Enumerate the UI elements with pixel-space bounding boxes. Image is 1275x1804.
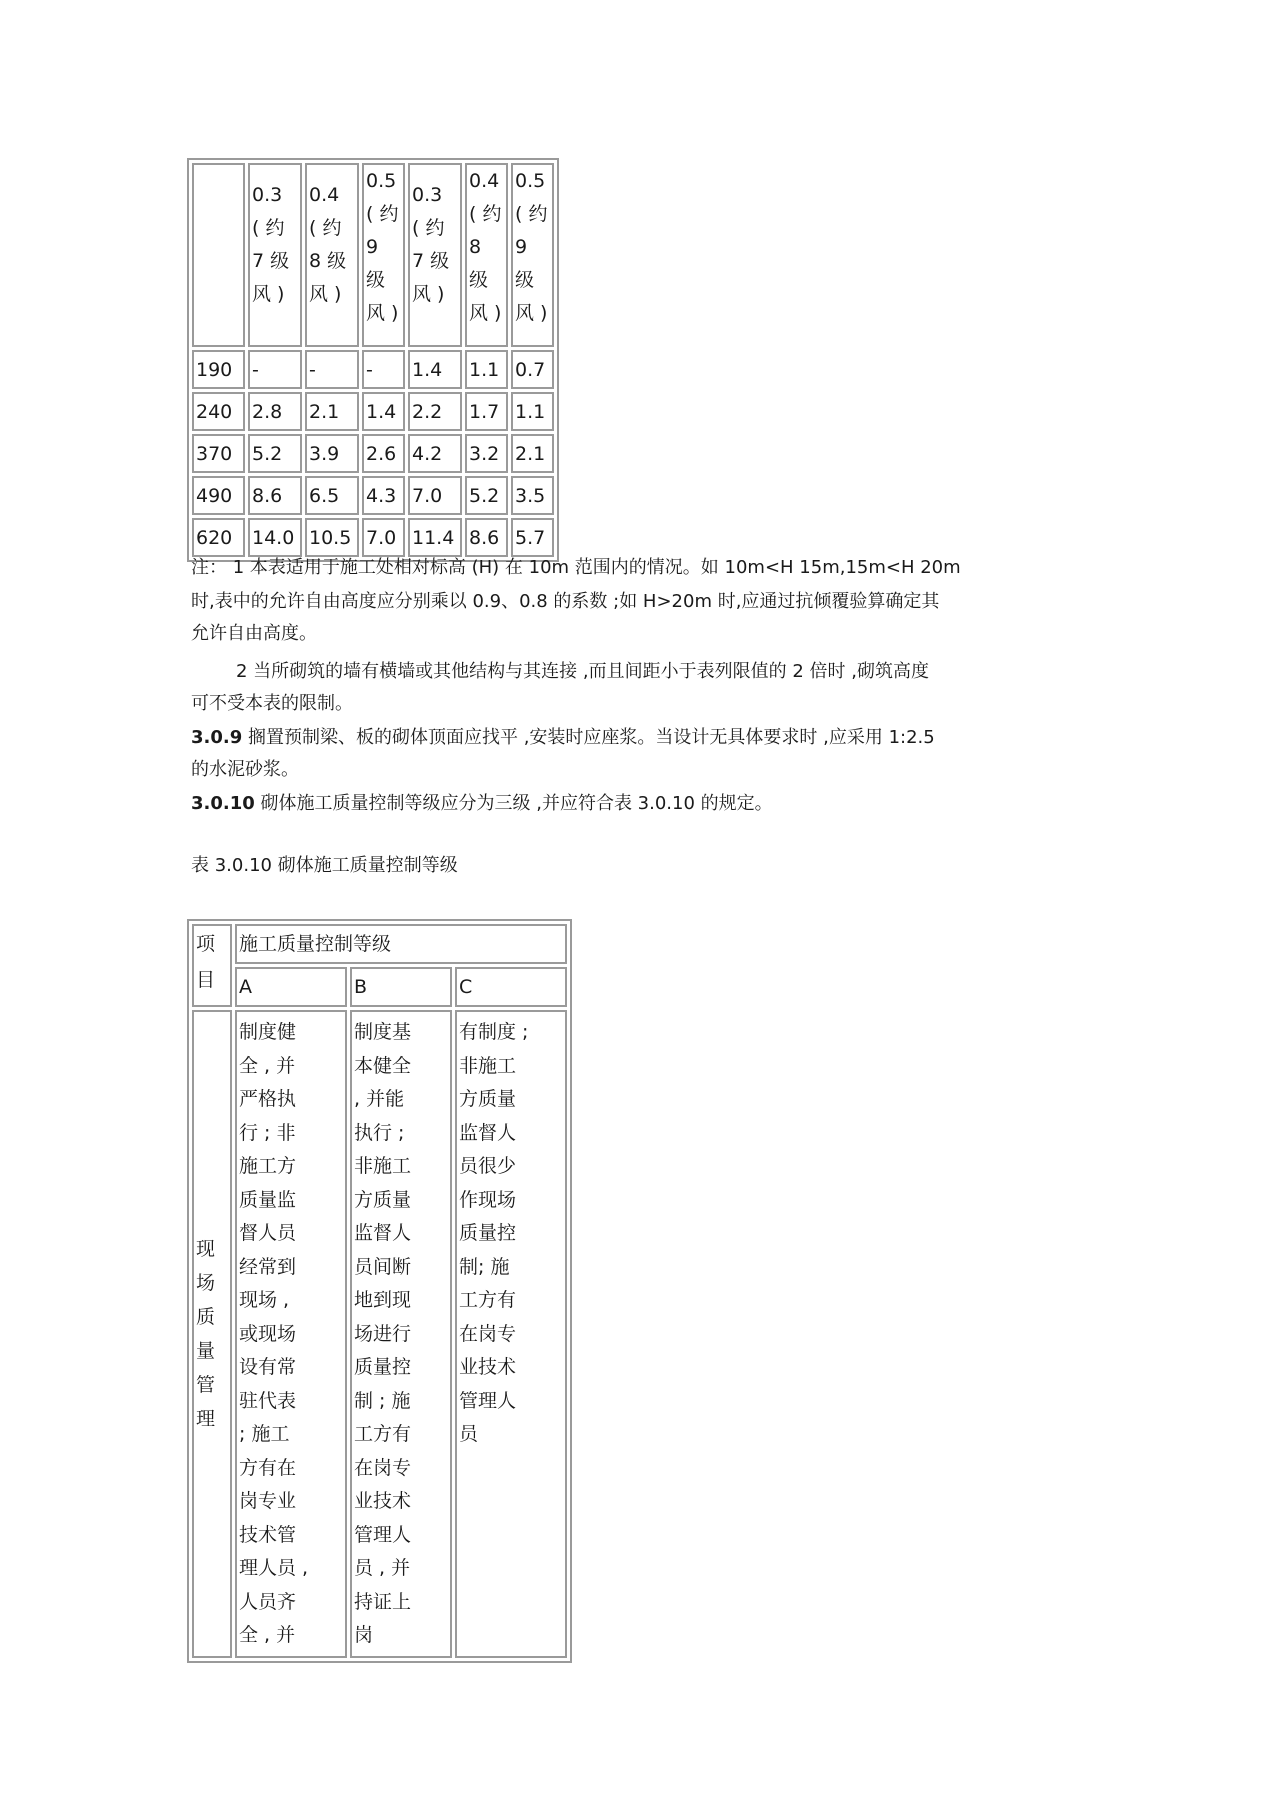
table-cell: - (362, 350, 405, 389)
table-cell: 14.0 (248, 518, 302, 557)
header-cell: 0.3 ( 约 7 级 风 ) (248, 163, 302, 347)
level-header-row (192, 967, 567, 1007)
table-header-row (192, 163, 554, 347)
allowable-height-table (187, 158, 559, 562)
table-cell: 2.1 (305, 392, 359, 431)
table-cell: 1.4 (408, 350, 462, 389)
table-cell: 2.8 (248, 392, 302, 431)
table-cell: 3.5 (511, 476, 554, 515)
table-cell: 7.0 (362, 518, 405, 557)
clause-text: 搁置预制梁、板的砌体顶面应找平 ,安装时应座浆。当设计无具体要求时 ,应采用 1:2.5 (247, 727, 935, 748)
table-cell: 1.4 (362, 392, 405, 431)
table-row (192, 434, 554, 473)
row-label: 490 (192, 476, 245, 515)
note-1-line-3: 允许自由高度。 (191, 623, 317, 644)
table-title-row (192, 924, 567, 964)
table-cell: 1.1 (511, 392, 554, 431)
level-b-cell: 制度基 本健全 , 并能 执行 ; 非施工 方质量 监督人 员间断 地到现 场进行 质量控 制 ; 施 工方有 在岗专 业技术 管理人 员 , 并 持证上 岗 (350, 1010, 452, 1658)
table-cell: 8.6 (248, 476, 302, 515)
header-cell: 0.4 ( 约 8 级 风 ) (305, 163, 359, 347)
header-cell: 0.5 ( 约 9 级 风 ) (511, 163, 554, 347)
header-cell: 0.3 ( 约 7 级 风 ) (408, 163, 462, 347)
clause-number: 3.0.9 (191, 727, 243, 748)
table-cell: 1.7 (465, 392, 508, 431)
clause-3-0-9-line-1 (191, 726, 935, 750)
row-label: 240 (192, 392, 245, 431)
table-cell: 5.2 (465, 476, 508, 515)
row-label: 370 (192, 434, 245, 473)
table-row (192, 518, 554, 557)
table-cell: - (305, 350, 359, 389)
table-cell: 5.2 (248, 434, 302, 473)
table-cell: 3.9 (305, 434, 359, 473)
header-cell: 0.5 ( 约 9 级 风 ) (362, 163, 405, 347)
row-header-site-quality-management: 现 场 质 量 管 理 (192, 1010, 232, 1658)
table-cell: 3.2 (465, 434, 508, 473)
table-cell: 0.7 (511, 350, 554, 389)
table-cell: 11.4 (408, 518, 462, 557)
table-cell: 2.2 (408, 392, 462, 431)
level-c-header: C (455, 967, 567, 1007)
table-cell: 1.1 (465, 350, 508, 389)
table-row (192, 1010, 567, 1658)
table-cell: 5.7 (511, 518, 554, 557)
level-c-cell: 有制度 ; 非施工 方质量 监督人 员很少 作现场 质量控 制; 施 工方有 在岗专 业技术 管理人 员 (455, 1010, 567, 1658)
header-stub-cell (192, 163, 245, 347)
table-cell: 4.2 (408, 434, 462, 473)
clause-text: 砌体施工质量控制等级应分为三级 ,并应符合表 3.0.10 的规定。 (260, 793, 773, 814)
level-b-header: B (350, 967, 452, 1007)
table-cell: 7.0 (408, 476, 462, 515)
table-cell: 2.1 (511, 434, 554, 473)
table-row (192, 392, 554, 431)
table-caption: 表 3.0.10 砌体施工质量控制等级 (191, 855, 458, 876)
clause-3-0-9-line-2: 的水泥砂浆。 (191, 759, 299, 780)
table-cell: 4.3 (362, 476, 405, 515)
table-cell: 10.5 (305, 518, 359, 557)
table-cell: - (248, 350, 302, 389)
corner-cell: 项 目 (192, 924, 232, 1007)
level-a-header: A (235, 967, 347, 1007)
table-cell: 8.6 (465, 518, 508, 557)
table-row (192, 350, 554, 389)
table-row (192, 476, 554, 515)
note-1-line-2: 时,表中的允许自由高度应分别乘以 0.9、0.8 的系数 ;如 H>20m 时,应通过抗倾覆验算确定其 (191, 591, 940, 612)
note-1-line-1: 注： 1 本表适用于施工处相对标高 (H) 在 10m 范围内的情况。如 10m<H 15m,15m<H 20m (191, 557, 961, 578)
row-label: 190 (192, 350, 245, 389)
row-label: 620 (192, 518, 245, 557)
table-cell: 2.6 (362, 434, 405, 473)
quality-control-table (187, 919, 572, 1663)
table-title-cell: 施工质量控制等级 (235, 924, 567, 964)
level-a-cell: 制度健 全 , 并 严格执 行 ; 非 施工方 质量监 督人员 经常到 现场 , 或现场 设有常 驻代表 ; 施工 方有在 岗专业 技术管 理人员 , 人员齐 全 , 并 (235, 1010, 347, 1658)
note-2-line-2: 可不受本表的限制。 (191, 693, 353, 714)
note-2-line-1: 2 当所砌筑的墙有横墙或其他结构与其连接 ,而且间距小于表列限值的 2 倍时 ,砌筑高度 (236, 661, 929, 682)
clause-number: 3.0.10 (191, 793, 255, 814)
table-cell: 6.5 (305, 476, 359, 515)
header-cell: 0.4 ( 约 8 级 风 ) (465, 163, 508, 347)
clause-3-0-10-line-1 (191, 792, 773, 816)
